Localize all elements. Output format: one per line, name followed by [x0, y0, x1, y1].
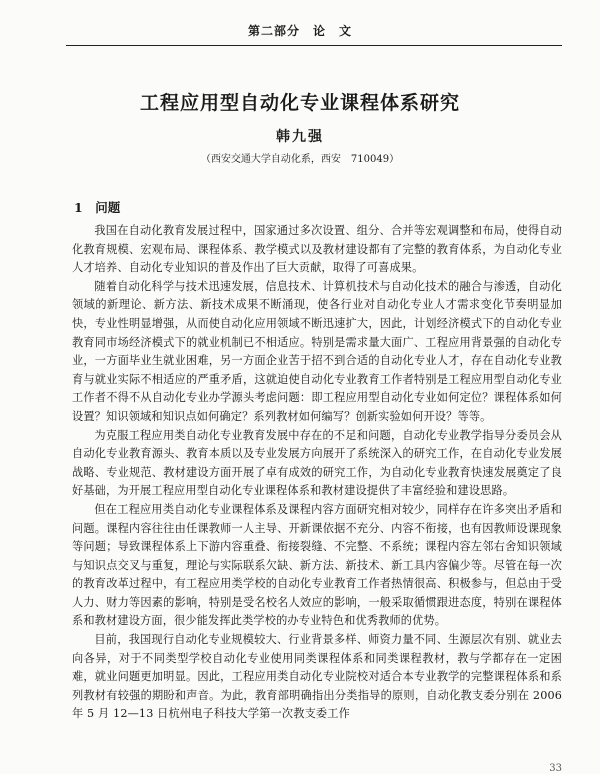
section-heading: 1 问题	[74, 200, 121, 215]
article-title: 工程应用型自动化专业课程体系研究	[139, 92, 460, 114]
author-affiliation: （西安交通大学自动化系，西安 710049）	[200, 154, 400, 165]
paragraph-2: 随着自动化科学与技术迅速发展，信息技术、计算机技术与自动化技术的融合与渗透，自动化领域的新理论、新方法、新技术成果不断涌现，使各行业对自动化专业人才需求变化节奏明显加快，专业性明显增强，从而使自动化应用领域不断迅速扩大，因此，计划经济模式下的自动化专业教育同市场经济模式下的就业机制已不相适应。特别是需求量大面广、工程应用背景强的自动化专业，一方面毕业生就业困难，另一方面企业苦于招不到合适的自动化专业人才，存在自动化专业教育与就业实际不相适应的严重矛盾，这就迫使自动化专业教育工作者特别是工程应用型自动化专业工作者不得不从自动化专业办学源头考虑问题：即工程应用型自动化专业如何定位？课程体系如何设置？知识领域和知识点如何确定？系列教材如何编写？创新实验如何开设？等等。	[72, 279, 562, 423]
header-rule	[66, 45, 562, 46]
running-header: 第二部分 论 文	[247, 24, 352, 38]
body-text	[72, 222, 562, 724]
paragraph-4: 但在工程应用类自动化专业课程体系及课程内容方面研究相对较少，同样存在许多突出矛盾和问题。课程内容往往由任课教师一人主导、开新课依据不充分、内容不衔接，也有因教师设课现象等问题；导致课程体系上下游内容重叠、衔接裂缝、不完整、不系统；课程内容左邻右舍知识领域与知识点交叉与重复，理论与实际联系欠缺、新方法、新技术、新工具内容偏少等。尽管在每一次的教育改革过程中，有工程应用类学校的自动化专业教育工作者热情很高、积极参与，但总由于受人力、财力等因素的影响，特别是受名校名人效应的影响，一般采取循惯跟进态度，特别在课程体系和教材建设方面，很少能发挥此类学校的办专业特色和优秀教师的优势。	[72, 502, 562, 628]
paragraph-3: 为克服工程应用类自动化专业教育发展中存在的不足和问题，自动化专业教学指导分委员会从自动化专业教育源头、教育本质以及专业发展方向展开了系统深入的研究工作，在自动化专业发展战略、专业规范、教材建设方面开展了卓有成效的研究工作，为自动化专业教育快速发展奠定了良好基础，为开展工程应用型自动化专业课程体系和教材建设提供了丰富经验和建设思路。	[72, 428, 562, 498]
paragraph-5: 目前，我国现行自动化专业规模较大、行业背景多样、师资力量不同、生源层次有别、就业去向各异，对于不同类型学校自动化专业使用同类课程体系和同类课程教材，教与学都存在一定困难，就业问题更加明显。因此，工程应用类自动化专业院校对适合本专业教学的完整课程体系和系列教材有较强的期盼和声音。为此，教育部明确指出分类指导的原则，自动化教支委分别在 2006 年 5 月 12—13 日杭州电子科技大学第一次教支委工作	[72, 633, 562, 721]
paragraph-1: 我国在自动化教育发展过程中，国家通过多次设置、组分、合并等宏观调整和布局，使得自动化教育规模、宏观布局、课程体系、教学模式以及教材建设都有了完整的教育体系，为自动化专业人才培养、自动化专业知识的普及作出了巨大贡献，取得了可喜成果。	[72, 224, 562, 275]
page-number: 33	[549, 763, 562, 774]
author-name: 韩九强	[276, 129, 324, 145]
